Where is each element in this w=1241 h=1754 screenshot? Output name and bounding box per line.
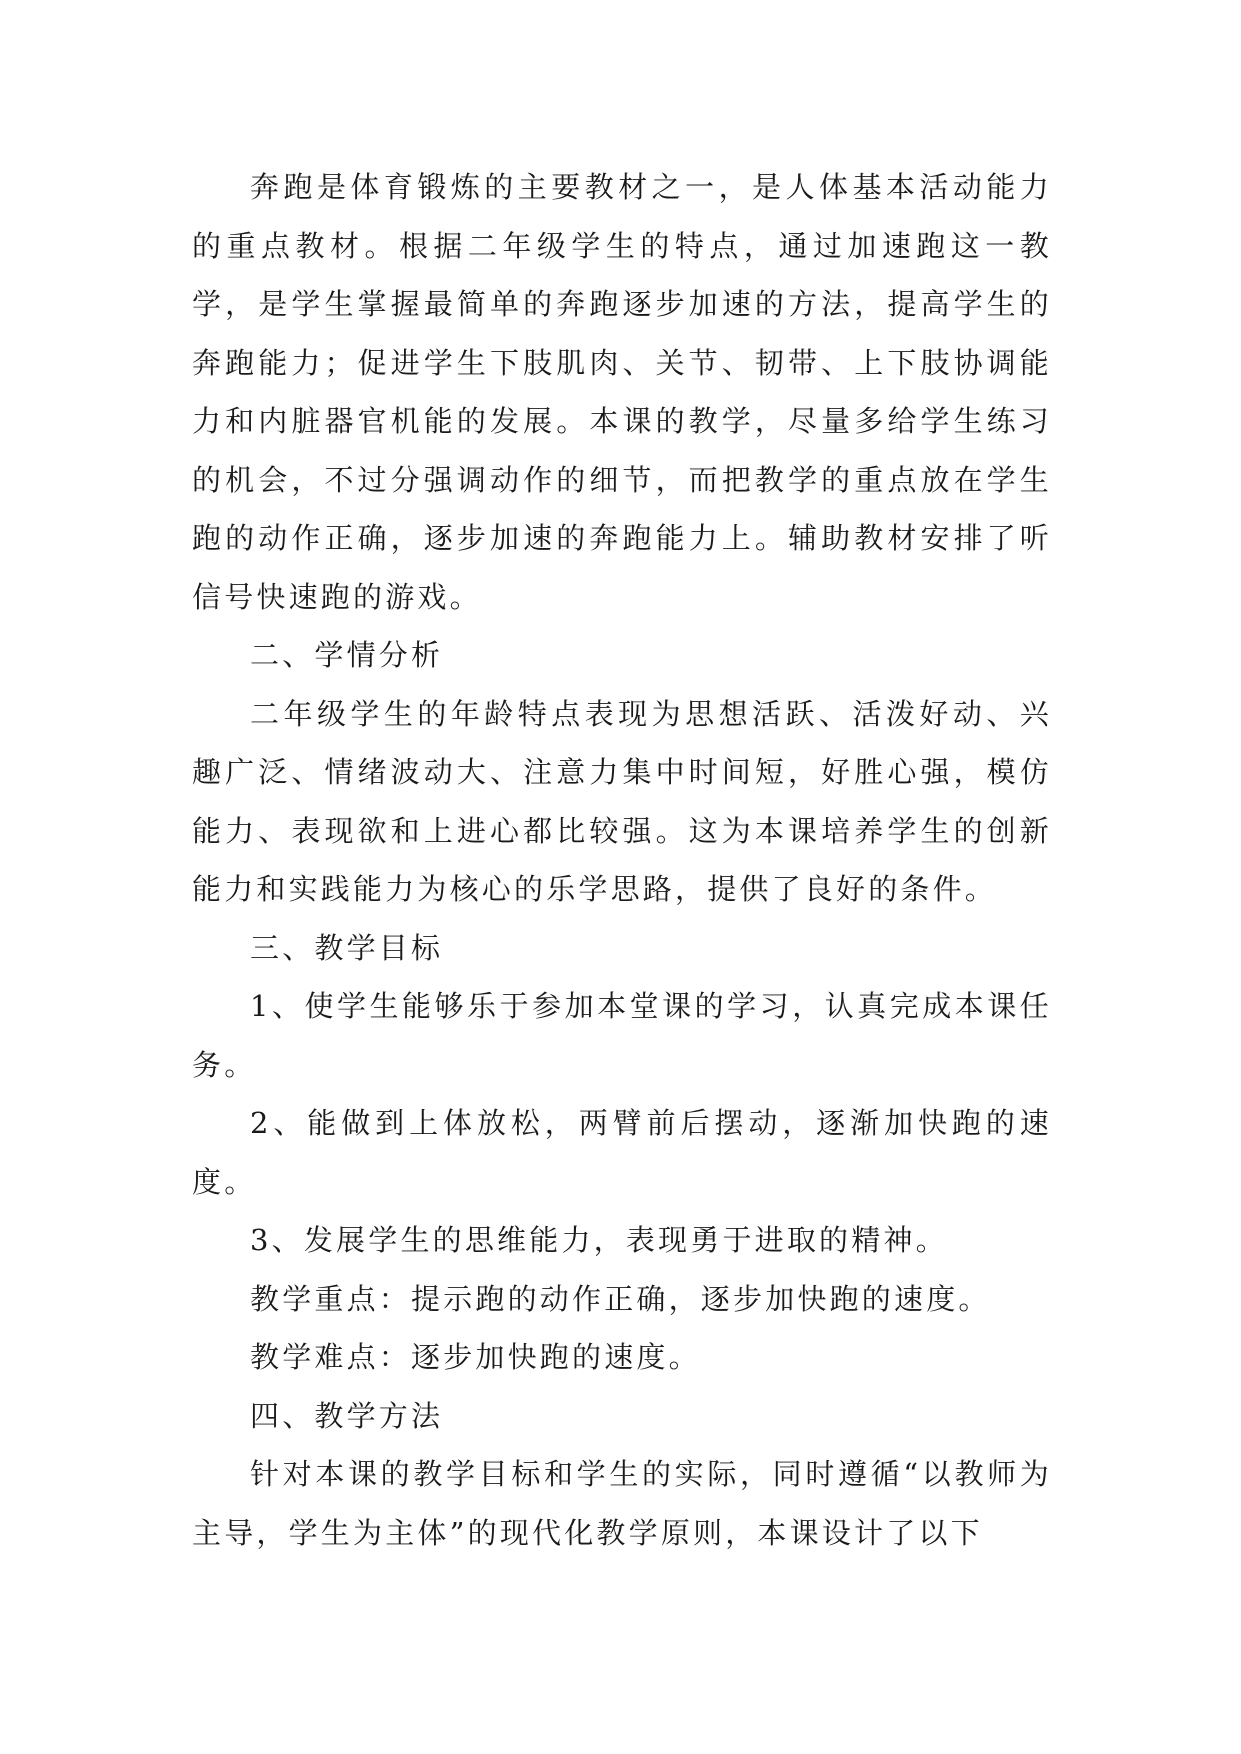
paragraph-goal-1: 1、使学生能够乐于参加本堂课的学习，认真完成本课任务。 [192, 989, 1052, 1082]
document-body [192, 158, 1052, 1562]
paragraph-goal-2: 2、能做到上体放松，两臂前后摆动，逐渐加快跑的速度。 [192, 1106, 1052, 1199]
paragraph-key-point: 教学重点：提示跑的动作正确，逐步加快跑的速度。 [250, 1281, 991, 1316]
paragraph-learner-analysis: 二年级学生的年龄特点表现为思想活跃、活泼好动、兴趣广泛、情绪波动大、注意力集中时间短，好胜心强，模仿能力、表现欲和上进心都比较强。这为本课培养学生的创新能力和实践能力为核心的乐学思路，提供了良好的条件。 [192, 696, 1052, 906]
paragraph-teaching-methods: 针对本课的教学目标和学生的实际，同时遵循“以教师为主导，学生为主体”的现代化教学原则，本课设计了以下 [192, 1457, 1052, 1550]
paragraph-difficulty: 教学难点：逐步加快跑的速度。 [250, 1340, 701, 1374]
section-heading-teaching-goals: 三、教学目标 [250, 930, 444, 965]
section-heading-teaching-methods: 四、教学方法 [250, 1398, 444, 1433]
section-heading-learner-analysis: 二、学情分析 [250, 638, 444, 672]
paragraph-goal-3: 3、发展学生的思维能力，表现勇于进取的精神。 [250, 1223, 948, 1257]
paragraph-intro: 奔跑是体育锻炼的主要教材之一，是人体基本活动能力的重点教材。根据二年级学生的特点，通过加速跑这一教学，是学生掌握最简单的奔跑逐步加速的方法，提高学生的奔跑能力；促进学生下肢肌肉、关节、韧带、上下肢协调能力和内脏器官机能的发展。本课的教学，尽量多给学生练习的机会，不过分强调动作的细节，而把教学的重点放在学生跑的动作正确，逐步加速的奔跑能力上。辅助教材安排了听信号快速跑的游戏。 [192, 170, 1052, 614]
